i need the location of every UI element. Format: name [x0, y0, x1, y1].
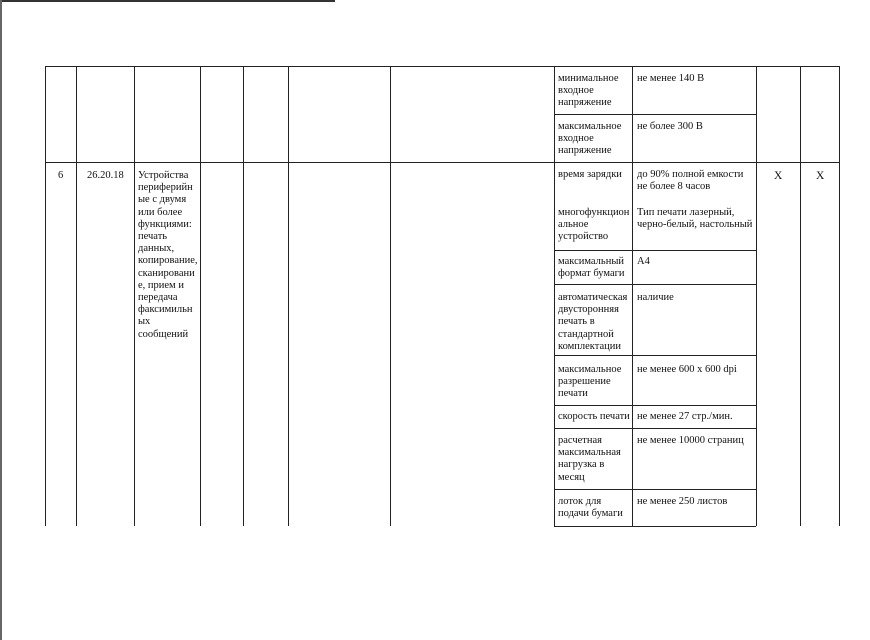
param-value: до 90% полной емкости не более 8 часов [637, 169, 744, 193]
param-value: не менее 140 В [637, 73, 705, 84]
table-border [45, 66, 839, 67]
param-name: максимальный формат бумаги [558, 256, 625, 280]
mark-x: X [816, 170, 825, 182]
item-title: Устройства периферийн ые с двумя или более функциями: печать данных, копирование, сканировани е, прием и передача факсимильн ых сообщений [138, 170, 198, 340]
table-border [45, 162, 839, 163]
param-name: минимальное входное напряжение [558, 73, 619, 109]
param-value: не менее 27 стр./мин. [637, 411, 733, 422]
table-border [200, 66, 201, 526]
table-border [45, 66, 46, 526]
param-name: максимальное разрешение печати [558, 364, 622, 400]
table-border [243, 66, 244, 526]
table-border [554, 284, 756, 285]
table-border [554, 66, 555, 526]
table-border [756, 66, 757, 526]
param-value: не менее 600 x 600 dpi [637, 364, 737, 375]
row-number: 6 [58, 170, 64, 181]
table-border [134, 66, 135, 526]
table-border [554, 526, 756, 527]
table-border [76, 66, 77, 526]
param-name: максимальное входное напряжение [558, 121, 622, 157]
param-name: расчетная максимальная нагрузка в месяц [558, 435, 621, 483]
table-border [554, 355, 756, 356]
table-border [390, 66, 391, 526]
param-value: не более 300 В [637, 121, 703, 132]
table-border [288, 66, 289, 526]
param-value: не менее 250 листов [637, 496, 728, 507]
param-name: время зарядки [558, 169, 622, 180]
param-name: лоток для подачи бумаги [558, 496, 623, 520]
mark-x: X [774, 170, 783, 182]
param-name: скорость печати [558, 411, 630, 422]
table-border [839, 66, 840, 526]
param-name: многофункцион альное устройство [558, 207, 630, 243]
okpd-code: 26.20.18 [87, 170, 124, 181]
table-border [632, 66, 633, 526]
table-border [800, 66, 801, 526]
param-name: автоматическая двусторонняя печать в стандартной комплектации [558, 292, 628, 352]
param-value: не менее 10000 страниц [637, 435, 744, 446]
param-value: наличие [637, 292, 674, 303]
param-value: Тип печати лазерный, черно-белый, настольный [637, 207, 753, 231]
table-border [554, 114, 756, 115]
param-value: А4 [637, 256, 650, 267]
table-border [554, 405, 756, 406]
table-border [554, 489, 756, 490]
table-border [554, 250, 756, 251]
table-border [554, 428, 756, 429]
